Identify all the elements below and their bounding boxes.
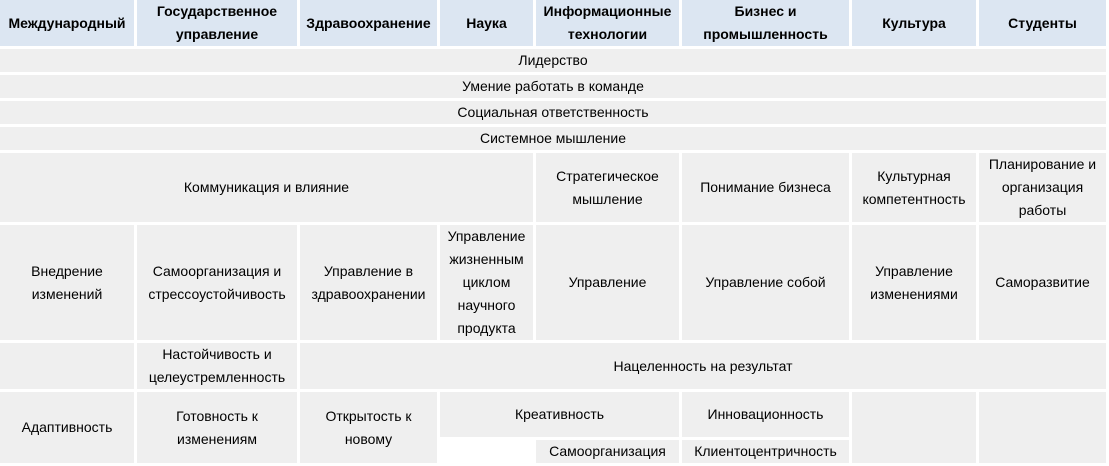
cell-empty [0,343,137,392]
cell-self-organization-stress: Самоорганизация и стрессоустойчивость [137,225,300,343]
header-it: Информационные технологии [536,0,682,49]
table-row [0,153,1109,225]
cell-planning-organization: Планирование и организация работы [979,153,1109,225]
cell-change-implementation: Внедрение изменений [0,225,137,343]
cell-systems-thinking: Системное мышление [0,127,1109,153]
header-students: Студенты [979,0,1109,49]
table-row [0,343,1109,392]
table-row [0,225,1109,343]
cell-blank-science [440,440,536,466]
cell-management: Управление [536,225,682,343]
cell-empty [979,392,1109,466]
cell-self-organization: Самоорганизация [536,440,682,466]
cell-science-product-lifecycle: Управление жизненным циклом научного продукта [440,225,536,343]
cell-strategic-thinking: Стратегическое мышление [536,153,682,225]
cell-social-responsibility: Социальная ответственность [0,101,1109,127]
cell-innovativeness: Инновационность [682,392,852,440]
cell-healthcare-management: Управление в здравоохранении [300,225,440,343]
header-science: Наука [440,0,536,49]
cell-result-orientation: Нацеленность на результат [300,343,1109,392]
cell-business-understanding: Понимание бизнеса [682,153,852,225]
header-business: Бизнес и промышленность [682,0,852,49]
cell-cultural-competence: Культурная компетентность [852,153,979,225]
cell-communication-influence: Коммуникация и влияние [0,153,536,225]
header-row [0,0,1109,49]
cell-adaptability: Адаптивность [0,392,137,466]
table-row [0,75,1109,101]
cell-readiness-for-change: Готовность к изменениям [137,392,300,466]
table-row [0,101,1109,127]
cell-empty [852,392,979,466]
cell-creativity: Креативность [440,392,682,440]
header-government: Государственное управление [137,0,300,49]
cell-change-management: Управление изменениями [852,225,979,343]
cell-leadership: Лидерство [0,49,1109,75]
table-row [0,392,1109,440]
cell-teamwork: Умение работать в команде [0,75,1109,101]
cell-client-centricity: Клиентоцентричность [682,440,852,466]
cell-self-management: Управление собой [682,225,852,343]
cell-self-development: Саморазвитие [979,225,1109,343]
table-row [0,127,1109,153]
header-international: Международный [0,0,137,49]
header-healthcare: Здравоохранение [300,0,440,49]
header-culture: Культура [852,0,979,49]
cell-openness-to-new: Открытость к новому [300,392,440,466]
cell-persistence: Настойчивость и целеустремленность [137,343,300,392]
table-row [0,49,1109,75]
